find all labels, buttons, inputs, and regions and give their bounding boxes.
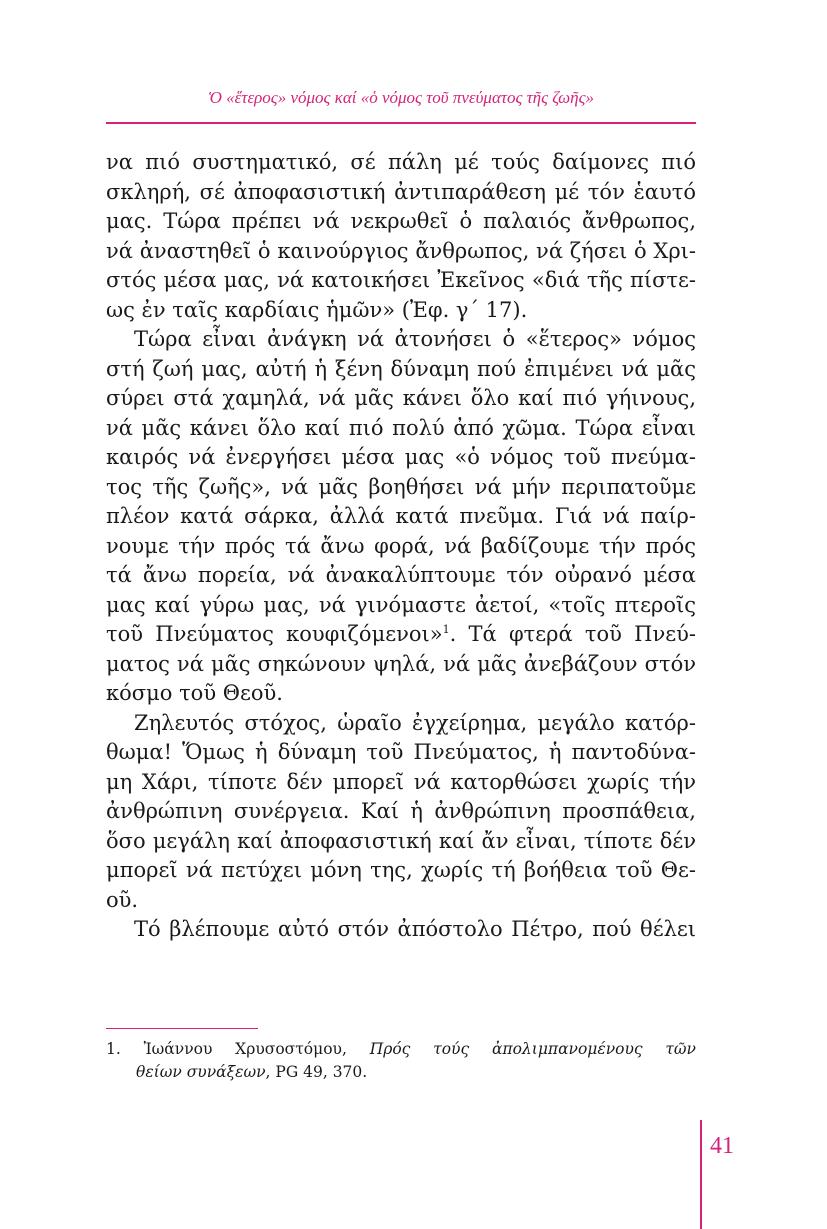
running-head: Ὁ «ἕτερος» νόμος καί «ὁ νόμος τοῦ πνεύματος τῆς ζωῆς» — [207, 88, 595, 107]
text-line — [106, 591, 696, 621]
text-line — [106, 237, 696, 267]
footnote — [106, 1038, 696, 1084]
text-line-rest: . Τά φτερά τοῦ Πνεύ- — [449, 622, 696, 646]
text-line — [106, 502, 696, 532]
text-line — [106, 384, 696, 414]
text-line-content: να πιό συστηματικό, σέ πάλη μέ τούς δαίμονες πιό — [106, 150, 696, 174]
text-line — [106, 443, 696, 473]
text-line — [106, 886, 696, 916]
footnote-marker: 1 — [442, 623, 450, 636]
text-line-content: Τό βλέπουμε αὐτό στόν ἀπόστολο Πέτρο, πού θέλει — [134, 917, 696, 941]
text-line-content: νουμε τήν πρός τά ἄνω φορά, νά βαδίζουμε τήν πρός — [106, 533, 696, 558]
footnote-number: 1. — [106, 1040, 121, 1058]
text-line-content: Τώρα εἶναι ἀνάγκη νά ἀτονήσει ὁ «ἕτερος» νόμος — [134, 327, 696, 351]
text-line-content: νά μᾶς κάνει ὅλο καί πιό πολύ ἀπό χῶμα. Τώρα εἶναι — [106, 415, 696, 440]
text-line-content: ὅσο μεγάλη καί ἀποφασιστική καί ἄν εἶναι, τίποτε δέν — [106, 828, 696, 853]
text-line — [106, 532, 696, 562]
text-line — [106, 650, 696, 680]
text-line-content: καιρός νά ἐνεργήσει μέσα μας «ὁ νόμος τοῦ πνεύμα- — [106, 445, 696, 469]
text-line — [106, 915, 696, 945]
text-line-content: τος τῆς ζωῆς», νά μᾶς βοηθήσει νά μήν περιπατοῦμε — [106, 474, 696, 499]
page-number: 41 — [710, 1133, 734, 1159]
text-line-content: πλέον κατά σάρκα, ἀλλά κατά πνεῦμα. Γιά νά παίρ- — [106, 504, 696, 528]
text-line-content: τά ἄνω πορεία, νά ἀνακαλύπτουμε τόν οὐρανό μέσα — [106, 563, 696, 587]
text-line — [106, 768, 696, 798]
text-line — [106, 207, 696, 237]
text-line — [106, 827, 696, 857]
footnote-rule — [106, 1028, 258, 1029]
text-line-content: νά ἀναστηθεῖ ὁ καινούργιος ἄνθρωπος, νά ζήσει ὁ Χρι- — [106, 238, 696, 263]
text-line — [106, 266, 696, 296]
text-line — [106, 856, 696, 886]
text-line — [106, 797, 696, 827]
text-line-content: τοῦ Πνεύματος κουφιζόμενοι» — [106, 622, 443, 646]
body-text — [106, 148, 696, 945]
text-line-content: ἀνθρώπινη συνέργεια. Καί ἡ ἀνθρώπινη προσπάθεια, — [106, 799, 696, 823]
page-number-rule — [700, 1120, 702, 1229]
text-line — [106, 355, 696, 385]
text-line-content: θωμα! Ὅμως ἡ δύναμη τοῦ Πνεύματος, ἡ παντοδύνα- — [106, 740, 696, 764]
footnote-title-part1: Πρός τούς ἀπολιμπανομένους τῶν — [369, 1040, 696, 1058]
text-line-content: μη Χάρι, τίποτε δέν μπορεῖ νά κατορθώσει χωρίς τήν — [106, 769, 696, 794]
text-line — [106, 620, 696, 650]
text-line — [106, 296, 696, 326]
text-line-content: οῦ. — [106, 887, 139, 912]
text-line — [106, 473, 696, 503]
footnote-line-2 — [106, 1061, 696, 1084]
text-line — [106, 738, 696, 768]
footnote-title-part2: θείων συνάξεων — [136, 1063, 266, 1081]
text-line — [106, 679, 696, 709]
footnote-author: Ἰωάννου Χρυσοστόμου, — [143, 1040, 347, 1058]
text-line — [106, 325, 696, 355]
text-line-content: μπορεῖ νά πετύχει μόνη της, χωρίς τή βοήθεια τοῦ Θε- — [106, 858, 696, 882]
footnote-ref: , PG 49, 370. — [265, 1063, 368, 1081]
text-line-content: στός μέσα μας, νά κατοικήσει Ἐκεῖνος «διά τῆς πίστε- — [106, 268, 696, 292]
text-line-content: ματος νά μᾶς σηκώνουν ψηλά, νά μᾶς ἀνεβάζουν στόν — [106, 651, 696, 676]
text-line-content: σκληρή, σέ ἀποφασιστική ἀντιπαράθεση μέ τόν ἑαυτό — [106, 179, 696, 204]
text-line-content: μας καί γύρω μας, νά γινόμαστε ἀετοί, «τοῖς πτεροῖς — [106, 592, 696, 617]
text-line — [106, 414, 696, 444]
text-line-content: κόσμο τοῦ Θεοῦ. — [106, 681, 283, 705]
text-line — [106, 709, 696, 739]
text-line-content: Ζηλευτός στόχος, ὡραῖο ἐγχείρημα, μεγάλο κατόρ- — [134, 710, 696, 735]
text-line — [106, 178, 696, 208]
text-line-content: σύρει στά χαμηλά, νά μᾶς κάνει ὅλο καί πιό γήινους, — [106, 386, 696, 410]
header-rule — [106, 122, 696, 124]
text-line-content: ως ἐν ταῖς καρδίαις ἡμῶν» (Ἐφ. γ΄ 17). — [106, 297, 528, 322]
footnote-line-1 — [106, 1038, 696, 1061]
text-line — [106, 148, 696, 178]
text-line-content: στή ζωή μας, αὐτή ἡ ξένη δύναμη πού ἐπιμένει νά μᾶς — [106, 356, 696, 381]
text-line — [106, 561, 696, 591]
text-line-content: μας. Τώρα πρέπει νά νεκρωθεῖ ὁ παλαιός ἄνθρωπος, — [106, 209, 696, 233]
